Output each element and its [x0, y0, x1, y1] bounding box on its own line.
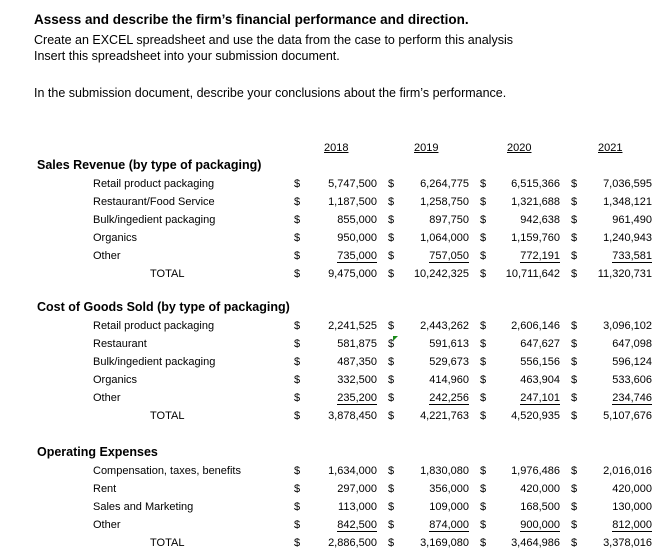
currency-symbol: $ [480, 392, 487, 404]
currency-symbol: $ [480, 268, 487, 280]
currency-symbol: $ [480, 196, 487, 208]
comment-indicator [393, 336, 398, 341]
cell-value: 529,673 [429, 356, 469, 368]
row-label: Sales and Marketing [93, 501, 194, 513]
currency-symbol: $ [571, 338, 578, 350]
cell-value: 113,000 [338, 501, 377, 513]
total-value: 11,320,731 [597, 268, 652, 280]
currency-symbol: $ [571, 392, 578, 404]
currency-symbol: $ [388, 483, 395, 495]
currency-symbol: $ [388, 214, 395, 226]
cell-value: 130,000 [612, 501, 652, 513]
currency-symbol: $ [571, 374, 578, 386]
cell-value: 942,638 [520, 214, 560, 226]
row-label: Bulk/ingedient packaging [93, 356, 216, 368]
cell-value: 1,321,688 [511, 196, 560, 208]
currency-symbol: $ [388, 537, 395, 549]
currency-symbol: $ [294, 250, 301, 262]
currency-symbol: $ [294, 519, 301, 531]
currency-symbol: $ [294, 374, 301, 386]
cell-value: 533,606 [612, 374, 652, 386]
currency-symbol: $ [388, 356, 395, 368]
cell-value: 1,064,000 [420, 232, 469, 244]
cell-value: 235,200 [337, 392, 377, 404]
currency-symbol: $ [388, 250, 395, 262]
cell-value: 735,000 [337, 250, 377, 262]
total-value: 3,878,450 [328, 410, 377, 422]
total-label: TOTAL [150, 410, 185, 422]
cell-value: 874,000 [429, 519, 469, 531]
currency-symbol: $ [294, 268, 301, 280]
cell-value: 109,000 [429, 501, 469, 513]
cell-value: 1,258,750 [420, 196, 469, 208]
cell-value: 757,050 [429, 250, 469, 262]
total-value: 9,475,000 [328, 268, 377, 280]
row-label: Compensation, taxes, benefits [93, 465, 241, 477]
cell-value: 961,490 [612, 214, 652, 226]
row-label: Other [93, 250, 121, 262]
total-label: TOTAL [150, 268, 185, 280]
currency-symbol: $ [294, 178, 301, 190]
row-label: Rent [93, 483, 117, 495]
currency-symbol: $ [388, 410, 395, 422]
cell-value: 414,960 [429, 374, 469, 386]
currency-symbol: $ [571, 178, 578, 190]
currency-symbol: $ [388, 320, 395, 332]
cell-value: 2,443,262 [420, 320, 469, 332]
assignment-heading: Assess and describe the firm’s financial performance and direction. [34, 12, 469, 27]
currency-symbol: $ [388, 501, 395, 513]
cell-value: 596,124 [612, 356, 652, 368]
cell-value: 5,747,500 [328, 178, 377, 190]
currency-symbol: $ [571, 250, 578, 262]
currency-symbol: $ [571, 483, 578, 495]
row-label: Other [93, 392, 121, 404]
cell-value: 168,500 [520, 501, 560, 513]
currency-symbol: $ [294, 483, 301, 495]
currency-symbol: $ [480, 356, 487, 368]
row-label: Organics [93, 232, 138, 244]
row-label: Retail product packaging [93, 320, 215, 332]
row-label: Restaurant [93, 338, 147, 350]
cell-value: 855,000 [337, 214, 377, 226]
instruction-line-2: Insert this spreadsheet into your submission document. [34, 49, 340, 63]
currency-symbol: $ [294, 232, 301, 244]
currency-symbol: $ [388, 232, 395, 244]
currency-symbol: $ [294, 501, 301, 513]
currency-symbol: $ [480, 232, 487, 244]
currency-symbol: $ [571, 465, 578, 477]
currency-symbol: $ [388, 268, 395, 280]
cell-value: 3,096,102 [603, 320, 652, 332]
total-value: 2,886,500 [328, 537, 377, 549]
total-value: 3,378,016 [603, 537, 652, 549]
cell-value: 950,000 [337, 232, 377, 244]
currency-symbol: $ [480, 320, 487, 332]
cell-value: 1,240,943 [603, 232, 652, 244]
cell-value: 897,750 [429, 214, 469, 226]
cell-value: 842,500 [337, 519, 377, 531]
currency-symbol: $ [388, 196, 395, 208]
currency-symbol: $ [571, 268, 578, 280]
section-title: Operating Expenses [37, 445, 158, 459]
currency-symbol: $ [294, 537, 301, 549]
currency-symbol: $ [388, 465, 395, 477]
cell-value: 297,000 [337, 483, 377, 495]
cell-value: 1,830,080 [420, 465, 469, 477]
currency-symbol: $ [571, 214, 578, 226]
row-label: Organics [93, 374, 138, 386]
cell-value: 420,000 [520, 483, 560, 495]
cell-value: 581,875 [337, 338, 377, 350]
total-value: 3,169,080 [420, 537, 469, 549]
cell-value: 647,627 [520, 338, 560, 350]
cell-value: 234,746 [612, 392, 652, 404]
cell-value: 772,191 [520, 250, 560, 262]
section-title: Sales Revenue (by type of packaging) [37, 158, 262, 172]
year-header: 2021 [598, 142, 623, 154]
section-title: Cost of Goods Sold (by type of packaging) [37, 300, 290, 314]
cell-value: 591,613 [429, 338, 469, 350]
currency-symbol: $ [571, 196, 578, 208]
currency-symbol: $ [294, 356, 301, 368]
cell-value: 647,098 [612, 338, 652, 350]
currency-symbol: $ [571, 537, 578, 549]
currency-symbol: $ [480, 465, 487, 477]
total-value: 5,107,676 [603, 410, 652, 422]
currency-symbol: $ [388, 178, 395, 190]
currency-symbol: $ [294, 392, 301, 404]
cell-value: 1,159,760 [511, 232, 560, 244]
cell-value: 2,016,016 [603, 465, 652, 477]
total-value: 10,242,325 [413, 268, 469, 280]
currency-symbol: $ [571, 410, 578, 422]
cell-value: 900,000 [520, 519, 560, 531]
currency-symbol: $ [480, 519, 487, 531]
currency-symbol: $ [480, 537, 487, 549]
currency-symbol: $ [388, 374, 395, 386]
currency-symbol: $ [480, 410, 487, 422]
year-header: 2018 [324, 142, 349, 154]
currency-symbol: $ [294, 196, 301, 208]
year-header: 2019 [414, 142, 439, 154]
currency-symbol: $ [480, 214, 487, 226]
cell-value: 463,904 [520, 374, 560, 386]
row-label: Bulk/ingedient packaging [93, 214, 216, 226]
total-value: 4,520,935 [511, 410, 560, 422]
currency-symbol: $ [388, 392, 395, 404]
currency-symbol: $ [480, 483, 487, 495]
currency-symbol: $ [571, 501, 578, 513]
row-label: Retail product packaging [93, 178, 215, 190]
instruction-line-3: In the submission document, describe your conclusions about the firm’s performance. [34, 86, 507, 100]
cell-value: 812,000 [612, 519, 652, 531]
currency-symbol: $ [571, 320, 578, 332]
cell-value: 247,101 [520, 392, 560, 404]
currency-symbol: $ [480, 250, 487, 262]
total-value: 10,711,642 [505, 268, 560, 280]
currency-symbol: $ [294, 465, 301, 477]
currency-symbol: $ [571, 519, 578, 531]
cell-value: 420,000 [612, 483, 652, 495]
cell-value: 1,976,486 [511, 465, 560, 477]
total-value: 3,464,986 [511, 537, 560, 549]
currency-symbol: $ [480, 374, 487, 386]
currency-symbol: $ [294, 410, 301, 422]
currency-symbol: $ [294, 320, 301, 332]
currency-symbol: $ [480, 178, 487, 190]
cell-value: 1,187,500 [328, 196, 377, 208]
cell-value: 556,156 [520, 356, 560, 368]
currency-symbol: $ [571, 232, 578, 244]
currency-symbol: $ [294, 214, 301, 226]
currency-symbol: $ [388, 338, 395, 350]
row-label: Restaurant/Food Service [93, 196, 215, 208]
instruction-line-1: Create an EXCEL spreadsheet and use the data from the case to perform this analysis [34, 33, 513, 47]
cell-value: 356,000 [429, 483, 469, 495]
currency-symbol: $ [571, 356, 578, 368]
cell-value: 332,500 [337, 374, 377, 386]
total-label: TOTAL [150, 537, 185, 549]
cell-value: 733,581 [612, 250, 652, 262]
currency-symbol: $ [388, 519, 395, 531]
cell-value: 1,348,121 [603, 196, 652, 208]
cell-value: 6,264,775 [420, 178, 469, 190]
cell-value: 2,606,146 [511, 320, 560, 332]
cell-value: 6,515,366 [511, 178, 560, 190]
cell-value: 2,241,525 [328, 320, 377, 332]
cell-value: 487,350 [337, 356, 377, 368]
year-header: 2020 [507, 142, 532, 154]
cell-value: 7,036,595 [603, 178, 652, 190]
currency-symbol: $ [480, 338, 487, 350]
currency-symbol: $ [294, 338, 301, 350]
total-value: 4,221,763 [420, 410, 469, 422]
cell-value: 1,634,000 [328, 465, 377, 477]
cell-value: 242,256 [429, 392, 469, 404]
currency-symbol: $ [480, 501, 487, 513]
row-label: Other [93, 519, 121, 531]
